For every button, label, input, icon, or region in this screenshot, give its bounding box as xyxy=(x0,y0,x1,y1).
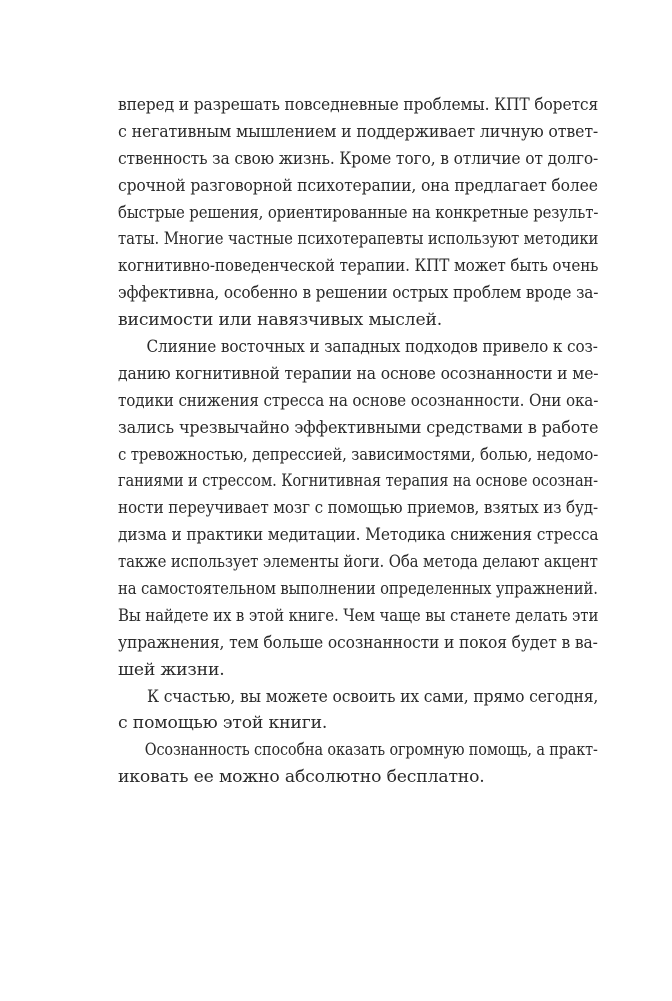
text-line: с тревожностью, депрессией, зависимостями, болью, недомо- xyxy=(118,444,599,465)
text-line: данию когнитивной терапии на основе осознанности и ме- xyxy=(118,363,599,384)
text-line: с негативным мышлением и поддерживает личную ответ- xyxy=(118,121,599,142)
text-line: Вы найдете их в этой книге. Чем чаще вы станете делать эти xyxy=(118,605,599,626)
text-line: ственность за свою жизнь. Кроме того, в отличие от долго- xyxy=(118,148,599,169)
paragraph-3 xyxy=(118,684,598,738)
text-line: эффективна, особенно в решении острых проблем вроде за- xyxy=(118,283,599,304)
text-line: когнитивно-поведенческой терапии. КПТ может быть очень xyxy=(118,256,599,277)
text-line: срочной разговорной психотерапии, она предлагает более xyxy=(118,175,598,196)
text-line: с помощью этой книги. xyxy=(118,713,328,734)
text-line: тодики снижения стресса на основе осознанности. Они ока- xyxy=(118,390,599,411)
text-line: на самостоятельном выполнении определенных упражнений. xyxy=(118,579,598,600)
text-line: также использует элементы йоги. Оба метода делают акцент xyxy=(118,552,598,573)
text-line: зались чрезвычайно эффективными средствами в работе xyxy=(118,417,599,438)
text-line: вперед и разрешать повседневные проблемы. КПТ борется xyxy=(118,95,599,115)
text-line: Слияние восточных и западных подходов привело к соз- xyxy=(146,337,598,358)
text-line: Осознанность способна оказать огромную помощь, а практ- xyxy=(144,740,598,761)
text-line: ганиями и стрессом. Когнитивная терапия на основе осознан- xyxy=(118,471,599,492)
paragraph-1 xyxy=(118,92,598,334)
paragraph-4 xyxy=(118,737,598,791)
text-line: висимости или навязчивых мыслей. xyxy=(118,310,443,331)
body-text xyxy=(118,92,598,791)
text-line: ности переучивает мозг с помощью приемов, взятых из буд- xyxy=(118,498,599,519)
text-line: быстрые решения, ориентированные на конкретные результ- xyxy=(118,202,599,223)
text-line: К счастью, вы можете освоить их сами, прямо сегодня, xyxy=(146,686,599,707)
paragraph-2 xyxy=(118,334,598,684)
text-line: дизма и практики медитации. Методика снижения стресса xyxy=(118,525,599,546)
text-line: таты. Многие частные психотерапевты используют методики xyxy=(118,229,599,250)
text-line: упражнения, тем больше осознанности и покоя будет в ва- xyxy=(118,632,598,653)
text-line: шей жизни. xyxy=(118,659,225,680)
text-line: иковать ее можно абсолютно бесплатно. xyxy=(118,767,485,788)
